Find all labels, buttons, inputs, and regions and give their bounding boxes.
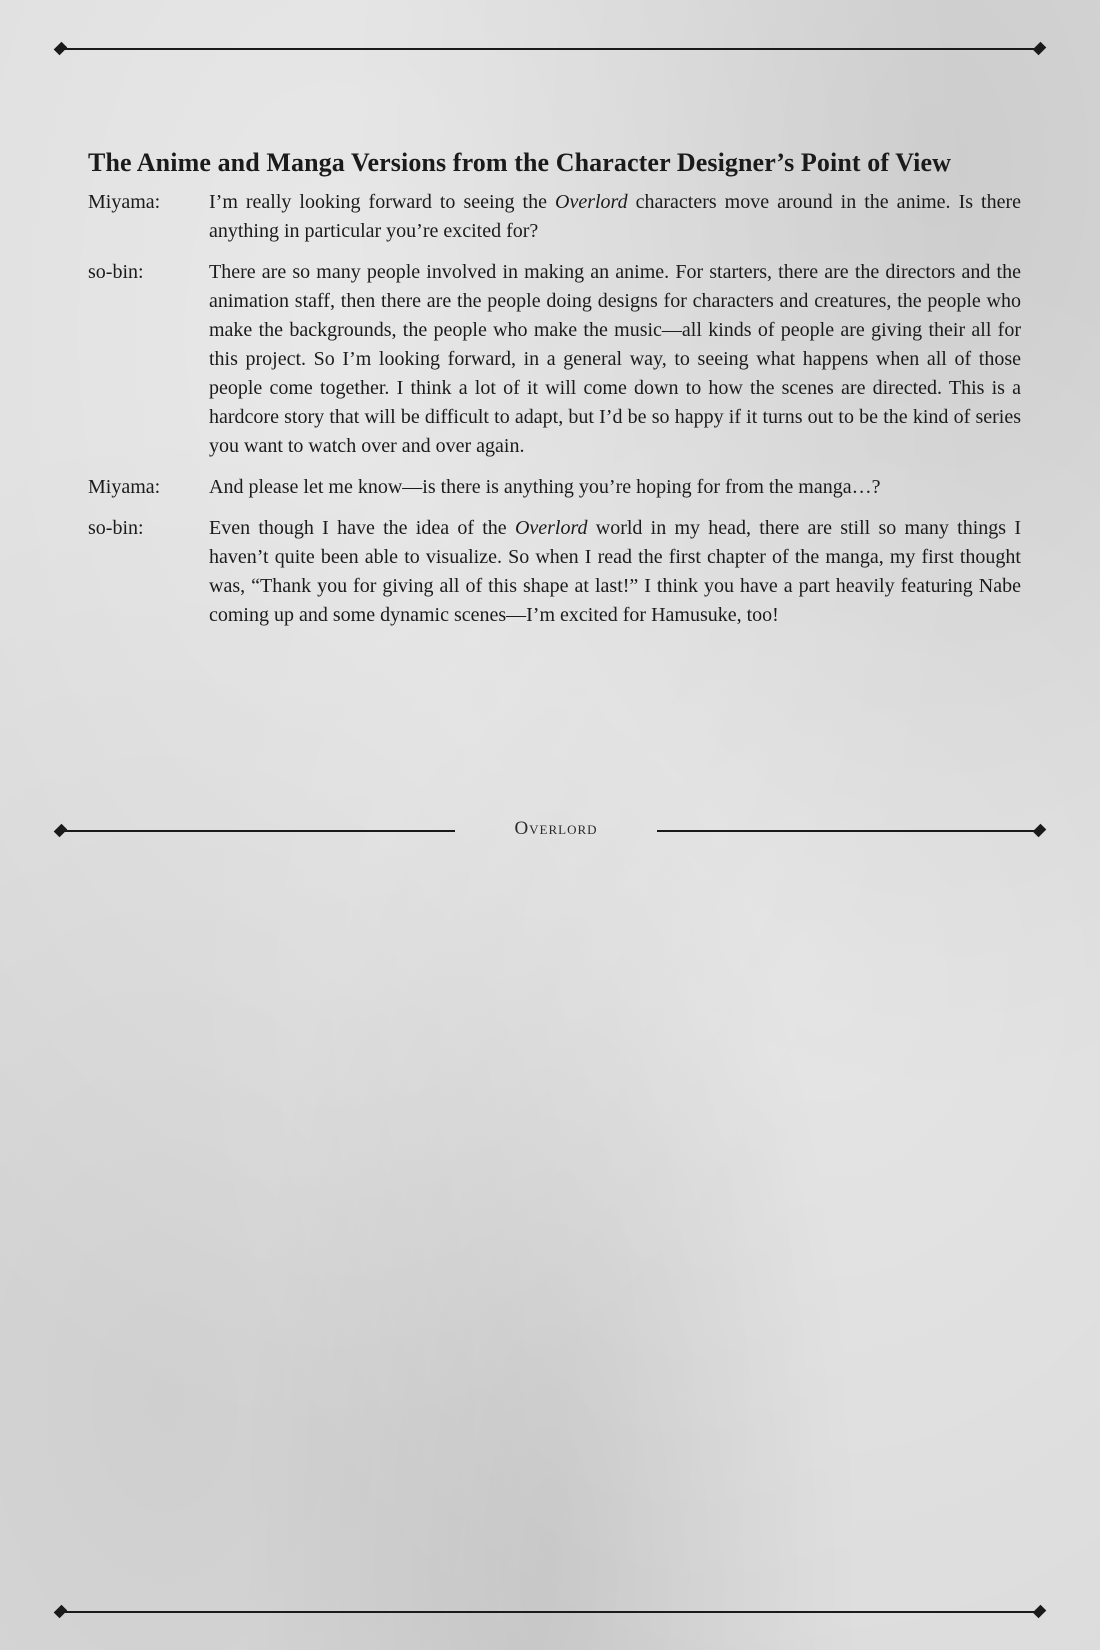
diamond-ornament-icon bbox=[54, 1605, 68, 1619]
italic-title: Overlord bbox=[514, 517, 588, 539]
diamond-ornament-icon bbox=[54, 42, 68, 56]
speech-text: I’m really looking forward to seeing the Overlord characters move around in the anime. Is there anything in particular you’re excited for? bbox=[209, 191, 1021, 242]
speaker-label: so-bin: bbox=[88, 517, 144, 539]
top-divider bbox=[60, 48, 1040, 50]
article-title: The Anime and Manga Versions from the Character Designer’s Point of View bbox=[88, 148, 951, 177]
italic-title: Overlord bbox=[555, 191, 628, 213]
diamond-ornament-icon bbox=[54, 824, 68, 838]
speech-text: And please let me know—is there is anything you’re hoping for from the manga…? bbox=[209, 476, 881, 498]
speaker-label: Miyama: bbox=[88, 191, 161, 213]
diamond-ornament-icon bbox=[1033, 1605, 1047, 1619]
article bbox=[88, 148, 1021, 642]
diamond-ornament-icon bbox=[1033, 824, 1047, 838]
speech-text: Even though I have the idea of the Overlord world in my head, there are still so many things I haven’t quite been able to visualize. So when I read the first chapter of the manga, my first thought was, “Thank you for giving all of this shape at last!” I think you have a part heavily featuring Nabe coming up and some dynamic scenes—I’m excited for Hamusuke, too! bbox=[209, 517, 1021, 626]
dialogue-exchange bbox=[88, 188, 1021, 246]
series-title: Overlord bbox=[514, 818, 598, 839]
speech-text: There are so many people involved in making an anime. For starters, there are the directors and the animation staff, then there are the people doing designs for characters and creatures, the people who make the backgrounds, the people who make the music—all kinds of people are giving their all for this project. So I’m looking forward, in a general way, to seeing what happens when all of those people come together. I think a lot of it will come down to how the scenes are directed. This is a hardcore story that will be difficult to adapt, but I’d be so happy if it turns out to be the kind of series you want to watch over and over again. bbox=[209, 261, 1021, 457]
dialogue-exchange bbox=[88, 473, 1021, 502]
dialogue-exchange bbox=[88, 514, 1021, 630]
diamond-ornament-icon bbox=[1033, 42, 1047, 56]
footer-divider-left bbox=[60, 830, 455, 832]
speaker-label: so-bin: bbox=[88, 261, 144, 283]
speaker-label: Miyama: bbox=[88, 476, 161, 498]
footer-divider-right bbox=[657, 830, 1040, 832]
dialogue-exchange bbox=[88, 258, 1021, 461]
bottom-divider bbox=[60, 1611, 1040, 1613]
